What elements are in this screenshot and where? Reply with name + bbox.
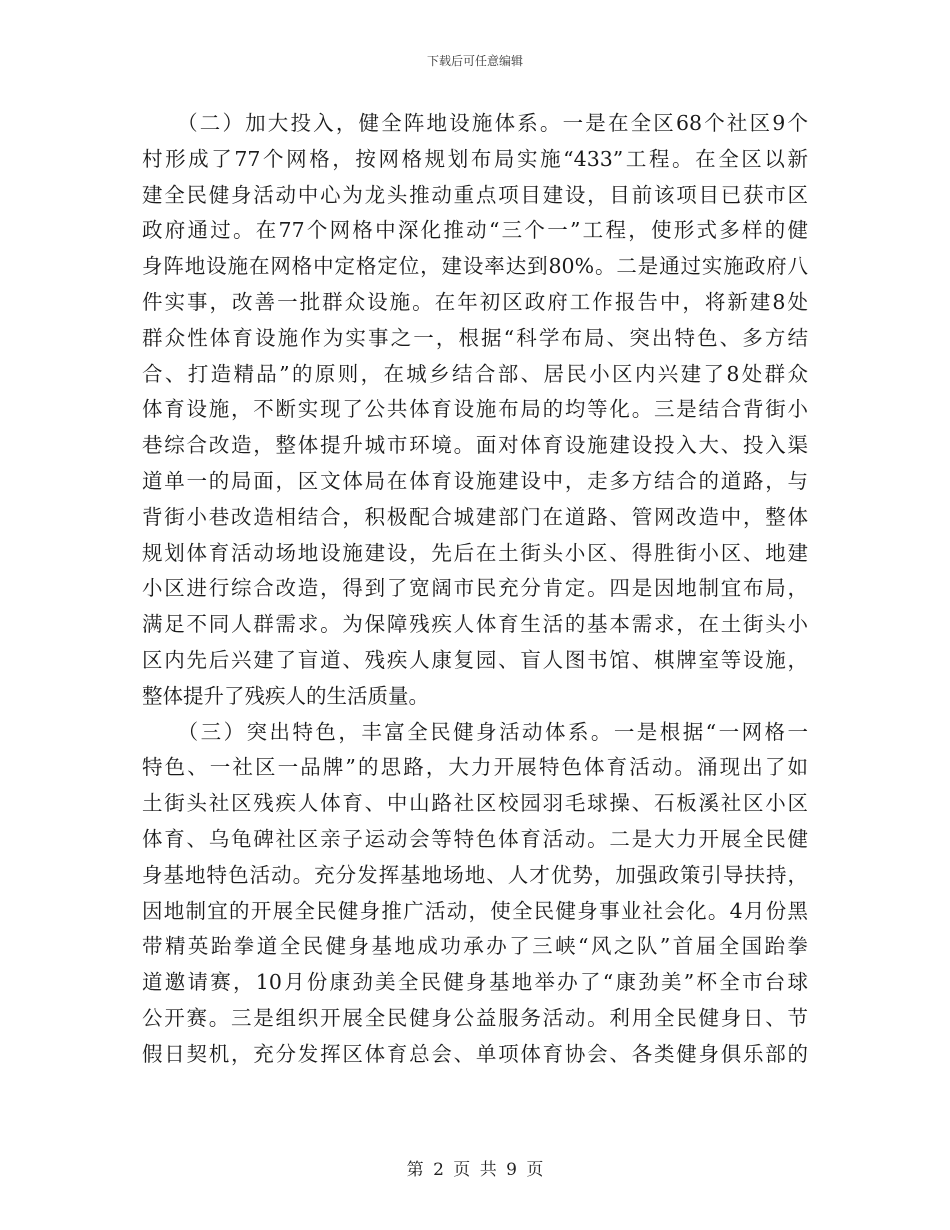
text-line: 因地制宜的开展全民健身推广活动，使全民健身事业社会化。4月份黑 [142,898,808,923]
text-line: 假日契机，充分发挥区体育总会、单项体育协会、各类健身俱乐部的 [142,1041,808,1066]
text-line: 区内先后兴建了盲道、残疾人康复园、盲人图书馆、棋牌室等设施， [142,647,808,672]
text-line: 整体提升了残疾人的生活质量。 [142,683,429,708]
text-line: 小区进行综合改造，得到了宽阔市民充分肯定。四是因地制宜布局， [142,576,808,601]
text-line: 道邀请赛，10月份康劲美全民健身基地举办了“康劲美”杯全市台球 [142,970,808,995]
text-line: 巷综合改造，整体提升城市环境。面对体育设施建设投入大、投入渠 [142,433,808,458]
text-line: 群众性体育设施作为实事之一，根据“科学布局、突出特色、多方结 [142,325,808,350]
text-line: （二）加大投入，健全阵地设施体系。一是在全区68个社区9个 [142,111,808,135]
text-line: 土街头社区残疾人体育、中山路社区校园羽毛球操、石板溪社区小区 [142,791,808,816]
text-line: 规划体育活动场地设施建设，先后在土街头小区、得胜街小区、地建 [142,540,808,565]
text-line: 满足不同人群需求。为保障残疾人体育生活的基本需求，在土街头小 [142,612,808,637]
text-line: 件实事，改善一批群众设施。在年初区政府工作报告中，将新建8处 [142,289,808,314]
text-line: （三）突出特色，丰富全民健身活动体系。一是根据“一网格一 [142,719,808,744]
text-line: 身阵地设施在网格中定格定位，建设率达到80%。二是通过实施政府八 [142,254,808,279]
text-line: 村形成了77个网格，按网格规划布局实施“433”工程。在全区以新 [142,146,808,171]
page-header: 下载后可任意编辑 [426,54,523,68]
text-line: 背街小巷改造相结合，积极配合城建部门在道路、管网改造中，整体 [142,504,808,529]
text-line: 合、打造精品”的原则，在城乡结合部、居民小区内兴建了8处群众 [142,361,808,386]
text-line: 体育、乌龟碑社区亲子运动会等特色体育活动。二是大力开展全民健 [142,826,808,851]
text-line: 身基地特色活动。充分发挥基地场地、人才优势，加强政策引导扶持， [142,862,808,887]
text-line: 建全民健身活动中心为龙头推动重点项目建设，目前该项目已获市区 [142,182,808,207]
text-line: 公开赛。三是组织开展全民健身公益服务活动。利用全民健身日、节 [142,1005,808,1030]
text-line: 政府通过。在77个网格中深化推动“三个一”工程，使形式多样的健 [142,218,808,243]
page-footer: 第 2 页 共 9 页 [406,1160,544,1180]
document-body [142,106,808,1073]
text-line: 特色、一社区一品牌”的思路，大力开展特色体育活动。涌现出了如 [142,755,808,780]
text-line: 道单一的局面，区文体局在体育设施建设中，走多方结合的道路，与 [142,468,808,493]
text-line: 带精英跆拳道全民健身基地成功承办了三峡“风之队”首届全国跆拳 [142,934,808,959]
text-line: 体育设施，不断实现了公共体育设施布局的均等化。三是结合背街小 [142,397,808,422]
